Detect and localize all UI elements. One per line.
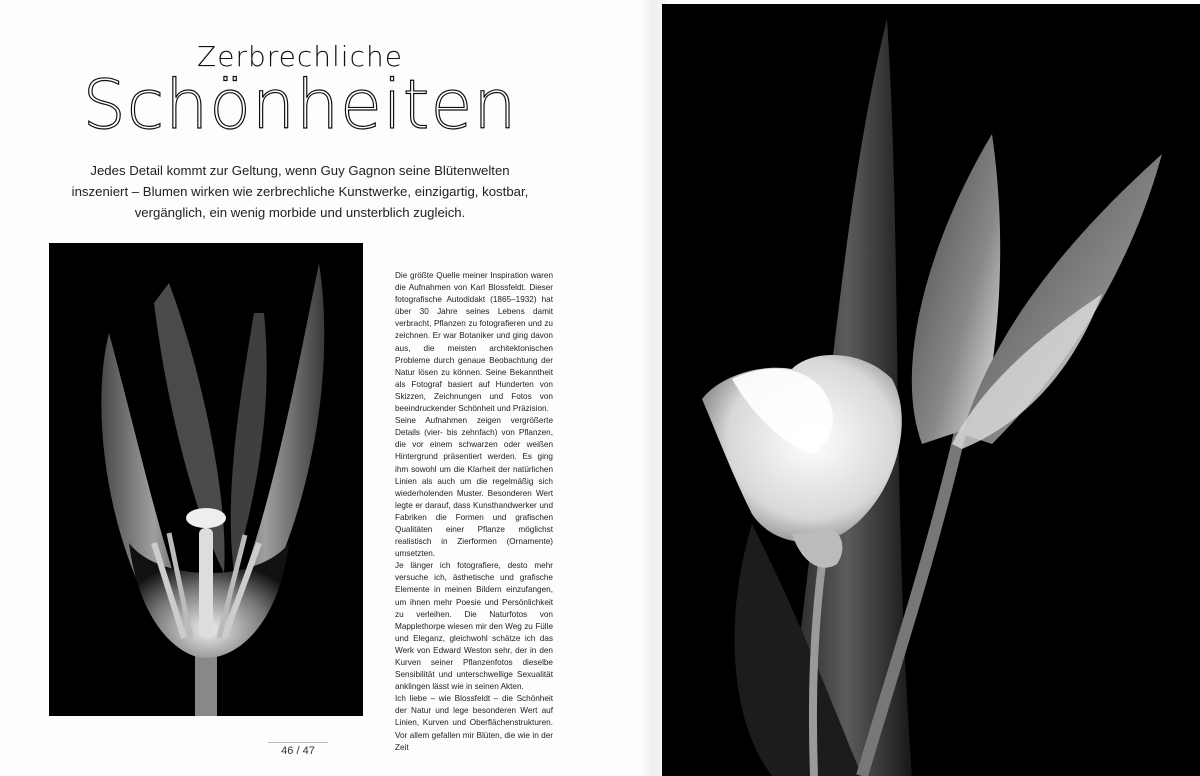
body-paragraph-1: Die größte Quelle meiner Inspiration waren die Aufnahmen von Karl Blossfeldt. Dieser fotografische Autodidakt (1865–1932) hat über 30 Jahre seines Lebens damit verbracht, Pflanzen zu fotografieren und zu zeichnen. Er war Botaniker und ging davon aus, die meisten architektonischen Probleme durch genaue Beobachtung der Natur lösen zu können. Seine Bekanntheit als Fotograf basiert auf Hunderten von Skizzen, Zeichnungen und Fotos von beeindruckender Schönheit und Präzision. — [395, 271, 553, 414]
title-line-2-text: Schönheiten — [82, 66, 518, 145]
body-paragraph-2: Seine Aufnahmen zeigen vergrößerte Details (vier- bis zehnfach) von Pflanzen, die vor einem schwarzen oder weißen Hintergrund präsentiert werden. Es ging ihm sowohl um die Klarheit der natürlichen Linien als auch um die regelmäßig sich wiederholenden Muster. Besonderen Wert legte er darauf, dass Kunsthandwerker und Fabriken die Formen und grafischen Qualitäten einer Pflanze möglichst realistisch in Zierformen (Ornamente) umsetzten. — [395, 416, 553, 559]
intro-text: Jedes Detail kommt zur Geltung, wenn Guy Gagnon seine Blütenwelten inszeniert – Blumen wirken wie zerbrechliche Kunstwerke, einzigartig, kostbar, vergänglich, ein wenig morbide und unsterblich zugleich. — [71, 163, 529, 220]
right-page-photo — [662, 4, 1200, 776]
body-paragraph-3: Je länger ich fotografiere, desto mehr versuche ich, ästhetische und grafische Elemente in meinen Bildern einzufangen, um ihnen mehr Poesie und Persönlichkeit zu verleihen. Die Naturfotos von Mapplethorpe wiesen mir den Weg zu Fülle und Eleganz, gleichwohl schätze ich das Werk von Edward Weston sehr, der in den Kurven seiner Pflanzenfotos dieselbe Sensibilität und unterschwellige Sexualität anklingen lässt wie in seinen Akten. — [395, 561, 553, 692]
body-paragraph-4: Ich liebe – wie Blossfeldt – die Schönheit der Natur und lege besonderen Wert auf Linien, Kurven und Oberflächenstrukturen. Vor allem gefallen mir Blüten, die wie in der Zeit — [395, 694, 553, 752]
article-body — [395, 270, 553, 754]
title-line-1: Zerbrechliche — [197, 40, 403, 73]
tulip-cross-section-photo — [49, 243, 363, 716]
tulip-cross-section-illustration — [49, 243, 363, 716]
page-numbers: 46 / 47 — [268, 742, 328, 757]
tulips-photo-illustration — [662, 4, 1200, 776]
title-line-2 — [0, 66, 600, 145]
